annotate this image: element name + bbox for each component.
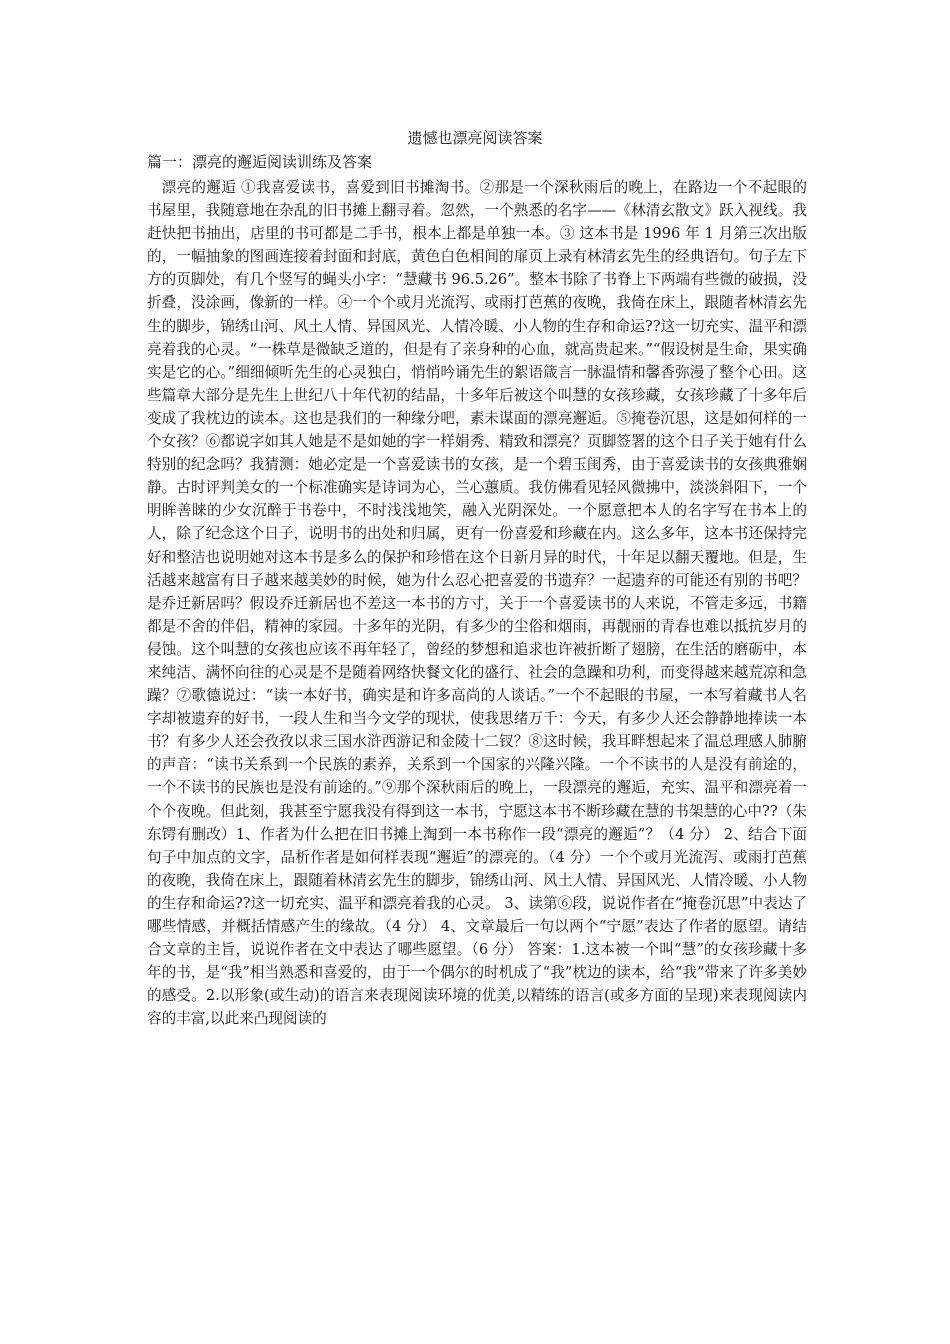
document-title: 遗憾也漂亮阅读答案 bbox=[407, 129, 543, 147]
section-heading: 篇一：漂亮的邂逅阅读训练及答案 bbox=[147, 153, 373, 171]
body-paragraph: 漂亮的邂逅 ①我喜爱读书，喜爱到旧书摊淘书。②那是一个深秋雨后的晚上，在路边一个不起眼的书屋里，我随意地在杂乱的旧书摊上翻寻着。忽然，一个熟悉的名字——《林清玄散文》跃入视线。我赶快把书抽出，店里的书可都是二手书，根本上都是单独一本。③ 这本书是 1996 年 1 月第三次出版的，一幅抽象的图画连接着封面和封底，黄色白色相间的扉页上录有林清玄先生的经典语句。句子左下方的页脚处，有几个竖写的蝇头小字：“慧藏书 96.5.26”。整本书除了书脊上下两端有些微的破损，没折叠，没涂画，像新的一样。④一个个或月光流泻、或雨打芭蕉的夜晚，我倚在床上，跟随者林清玄先生的脚步，锦绣山河、风土人情、异国风光、人情冷暖、小人物的生存和命运??这一切充实、温平和漂亮着我的心灵。“一株草是微缺乏道的，但是有了亲身种的心血，就高贵起来。”“假设树是生命，果实确实是它的心。”细细倾听先生的心灵独白，悄悄吟诵先生的絮语箴言一脉温情和馨香弥漫了整个心田。这些篇章大部分是先生上世纪八十年代初的结晶，十多年后被这个叫慧的女孩珍藏，女孩珍藏了十多年后变成了我枕边的读本。这也是我们的一种缘分吧，素未谋面的漂亮邂逅。⑤掩卷沉思，这是如何样的一个女孩？⑥都说字如其人她是不是如她的字一样娟秀、精致和漂亮？页脚签署的这个日子关于她有什么特别的纪念吗？我猜测：她必定是一个喜爱读书的女孩，是一个碧玉闺秀，由于喜爱读书的女孩典雅娴静。古时评判美女的一个标准确实是诗词为心，兰心蕙质。我仿佛看见轻风微拂中，淡淡斜阳下，一个明眸善睐的少女沉醉于书卷中，不时浅浅地笑，融入光阴深处。一个愿意把本人的名字写在书本上的人，除了纪念这个日子，说明书的出处和归属，更有一份喜爱和珍藏在内。这么多年，这本书还保持完好和整洁也说明她对这本书是多么的保护和珍惜在这个日新月异的时代，十年足以翻天覆地。但是，生活越来越富有日子越来越美妙的时候，她为什么忍心把喜爱的书遗弃？一起遗弃的可能还有别的书吧？是乔迁新居吗？假设乔迁新居也不差这一本书的方寸，关于一个喜爱读书的人来说，不管走多远，书籍都是不舍的伴侣，精神的家园。十多年的光阴，有多少的尘俗和烟雨，再靓丽的青春也难以抵抗岁月的侵蚀。这个叫慧的女孩也应该不再年轻了，曾经的梦想和追求也许被折断了翅膀，在生活的磨砺中，本来纯洁、满怀向往的心灵是不是随着网络快餐文化的盛行、社会的急躁和功利，而变得越来越荒凉和急躁？⑦歌德说过：“读一本好书，确实是和许多高尚的人谈话。”一个不起眼的书屋，一本写着藏书人名字却被遗弃的好书，一段人生和当今文学的现状，使我思绪万千：今天，有多少人还会静静地捧读一本书？有多少人还会孜孜以求三国水浒西游记和金陵十二钗？⑧这时候，我耳畔想起来了温总理感人肺腑的声音：“读书关系到一个民族的素养，关系到一个国家的兴隆兴隆。一个不读书的人是没有前途的，一个不读书的民族也是没有前途的。”⑨那个深秋雨后的晚上，一段漂亮的邂逅，充实、温平和漂亮着一个个夜晚。但此刻，我甚至宁愿我没有得到这一本书，宁愿这本书不断珍藏在慧的书架慧的心中??（朱东锷有删改）1、作者为什么把在旧书摊上淘到一本书称作一段“漂亮的邂逅”？（4 分） 2、结合下面句子中加点的文字，品析作者是如何样表现“邂逅”的漂亮的。（4 分）一个个或月光流泻、或雨打芭蕉的夜晚，我倚在床上，跟随着林清玄先生的脚步，锦绣山河、风土人情、异国风光、人情冷暖、小人物的生存和命运??这一切充实、温平和漂亮着我的心灵。 3、读第⑥段，说说作者在“掩卷沉思”中表达了哪些情感，并概括情感产生的缘故。（4 分） 4、文章最后一句以两个“宁愿”表达了作者的愿望。请结合文章的主旨，说说作者在文中表达了哪些愿望。（6 分） 答案：1.这本被一个叫“慧”的女孩珍藏十多年的书，是“我”相当熟悉和喜爱的，由于一个偶尔的时机成了“我”枕边的读本，给“我”带来了许多美妙的感受。2.以形象(或生动)的语言来表现阅读环境的优美,以精练的语言(或多方面的呈现)来表现阅读内容的丰富,以此来凸现阅读的 bbox=[147, 179, 807, 1028]
